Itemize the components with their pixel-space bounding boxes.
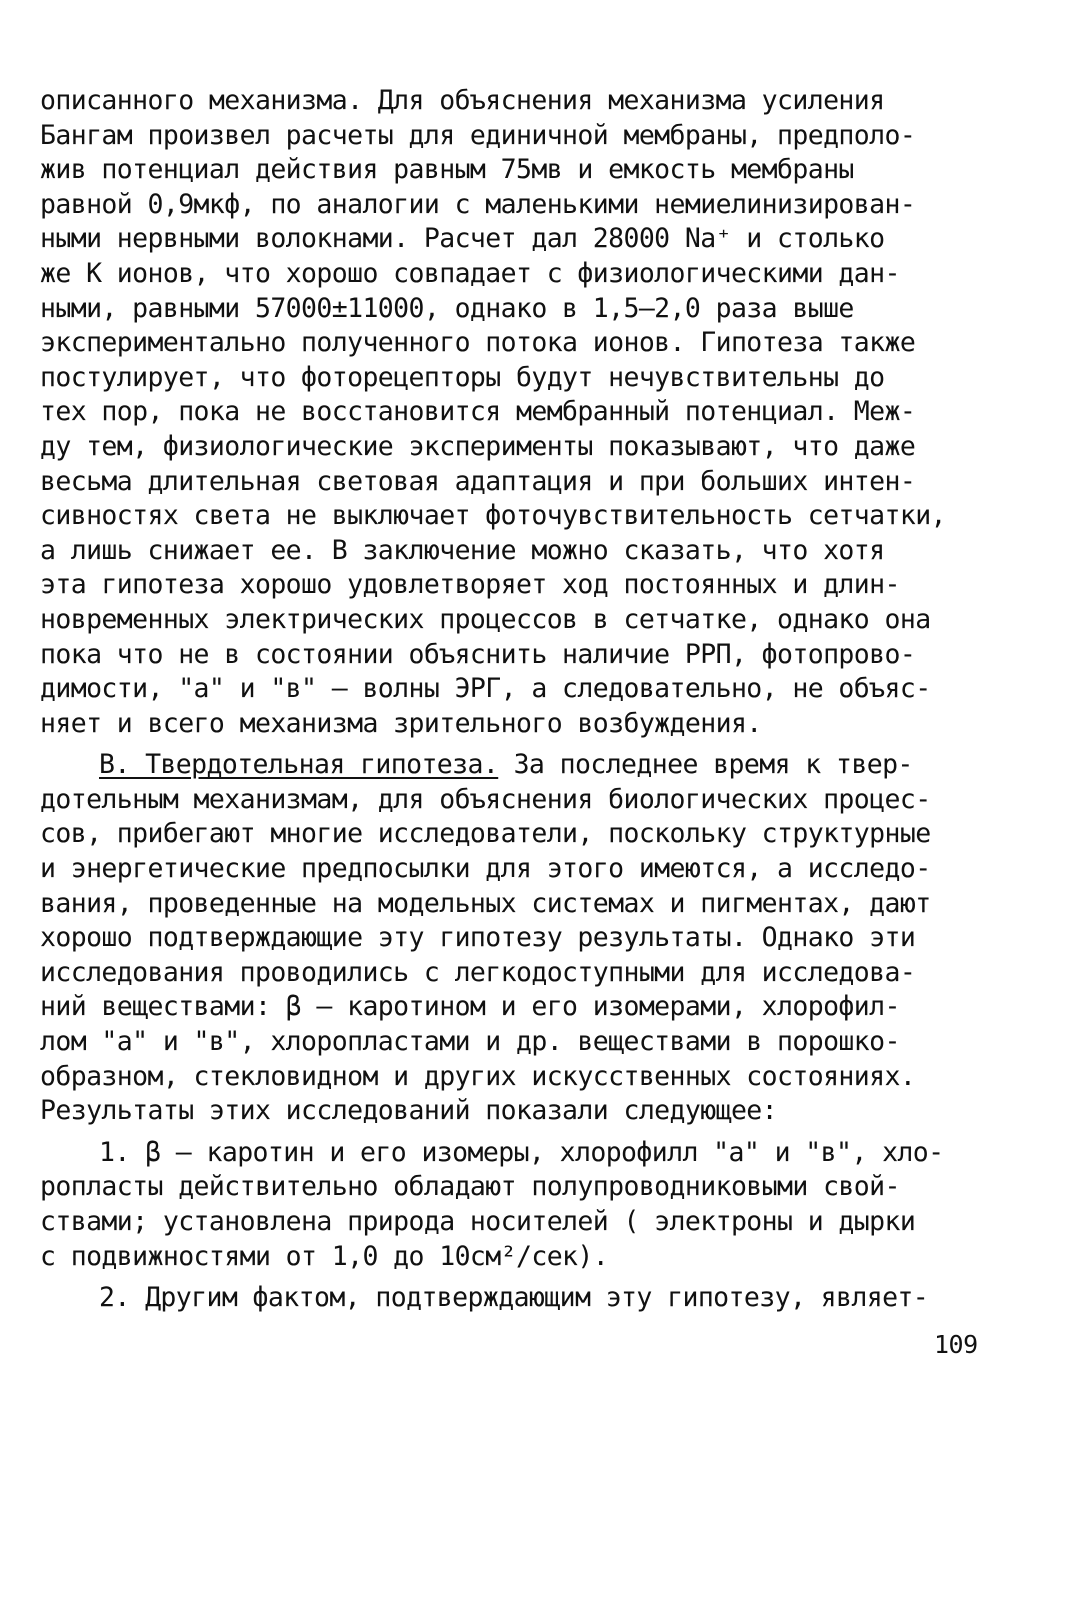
text-line: Бангам произвел расчеты для единичной мембраны, предполо- — [40, 119, 916, 151]
text-fragment: За последнее время к твер- — [498, 749, 913, 781]
text-line: дотельным механизмам, для объяснения биологических процес- — [40, 783, 931, 815]
text-line: тех пор, пока не восстановится мембранный потенциал. Меж- — [40, 396, 916, 428]
text-line: Результаты этих исследований показали следующее: — [40, 1095, 778, 1127]
text-line: экспериментально полученного потока ионов. Гипотеза также — [40, 327, 916, 359]
text-line: сивностях света не выключает фоточувствительность сетчатки, — [40, 500, 946, 532]
text-line: равной 0,9мкф, по аналогии с маленькими немиелинизирован- — [40, 188, 916, 220]
text-line: лом "а" и "в", хлоропластами и др. веществами в порошко- — [40, 1026, 900, 1058]
page-number: 109 — [934, 1330, 978, 1359]
list-item-1 — [40, 1136, 1000, 1274]
section-first-line — [40, 748, 1000, 783]
text-line: ствами; установлена природа носителей ( электроны и дырки — [40, 1206, 916, 1237]
text-line: ду тем, физиологические эксперименты показывают, что даже — [40, 430, 916, 462]
text-line: няет и всего механизма зрительного возбуждения. — [40, 707, 762, 739]
section-solid-state-hypothesis — [40, 748, 1000, 1129]
text-line: весьма длительная световая адаптация и при больших интен- — [40, 465, 916, 497]
paragraph-mechanism — [40, 84, 1000, 741]
text-line: вания, проведенные на модельных системах и пигментах, дают — [40, 887, 931, 919]
text-line: сов, прибегают многие исследователи, поскольку структурные — [40, 818, 931, 850]
text-line: ными, равными 57000±11000, однако в 1,5–2,0 раза выше — [40, 292, 854, 324]
text-line: ными нервными волокнами. Расчет дал 28000 Na⁺ и столько — [40, 223, 885, 255]
text-line: с подвижностями от 1,0 до 10см²/сек). — [40, 1240, 609, 1272]
text-line: эта гипотеза хорошо удовлетворяет ход постоянных и длин- — [40, 569, 900, 601]
text-line: 1. β – каротин и его изомеры, хлорофилл "а" и "в", хло- — [99, 1136, 944, 1168]
text-line: а лишь снижает ее. В заключение можно сказать, что хотя — [40, 534, 885, 566]
text-line: же К ионов, что хорошо совпадает с физиологическими дан- — [40, 257, 900, 289]
text-line: жив потенциал действия равным 75мв и емкость мембраны — [40, 154, 854, 186]
text-line: 2. Другим фактом, подтверждающим эту гипотезу, являет- — [99, 1282, 929, 1314]
text-line: и энергетические предпосылки для этого имеются, а исследо- — [40, 853, 931, 885]
page-text — [40, 84, 1000, 1316]
text-line: ропласты действительно обладают полупроводниковыми свой- — [40, 1171, 900, 1203]
text-line: ний веществами: β – каротином и его изомерами, хлорофил- — [40, 991, 900, 1023]
text-line: описанного механизма. Для объяснения механизма усиления — [40, 85, 885, 116]
text-line: постулирует, что фоторецепторы будут нечувствительны до — [40, 361, 885, 393]
text-line: пока что не в состоянии объяснить наличие РРП, фотопрово- — [40, 638, 916, 670]
text-line: исследования проводились с легкодоступными для исследова- — [40, 956, 916, 988]
text-line: новременных электрических процессов в сетчатке, однако она — [40, 603, 931, 635]
list-item-2 — [40, 1281, 1000, 1316]
section-heading: В. Твердотельная гипотеза. — [99, 749, 499, 781]
text-line: образном, стекловидном и других искусственных состояниях. — [40, 1060, 916, 1092]
text-line: димости, "а" и "в" – волны ЭРГ, а следовательно, не объяс- — [40, 673, 931, 705]
text-line: хорошо подтверждающие эту гипотезу результаты. Однако эти — [40, 922, 916, 954]
